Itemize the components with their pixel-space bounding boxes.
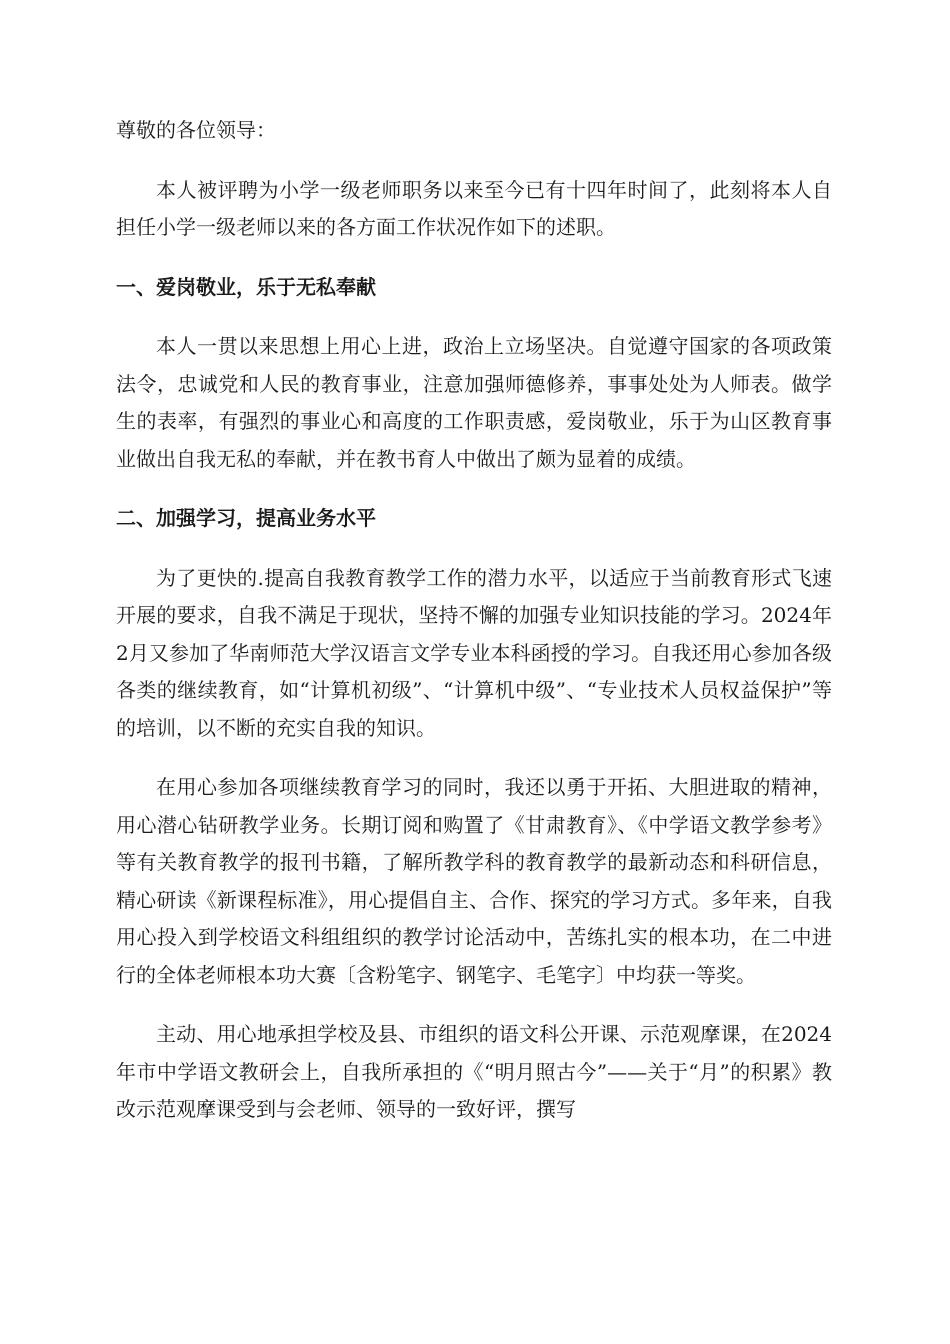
section-1-heading: 一、爱岗敬业，乐于无私奉献 [116,274,376,299]
section-2-paragraph-2: 在用心参加各项继续教育学习的同时，我还以勇于开拓、大胆进取的精神，用心潜心钻研教学业务。长期订阅和购置了《甘肃教育》、《中学语文教学参考》等有关教育教学的报刊书籍，了解所教学科的教育教学的最新动态和科研信息，精心研读《新课程标准》，用心提倡自主、合作、探究的学习方式。多年来，自我用心投入到学校语文科组组织的教学讨论活动中，苦练扎实的根本功，在二中进行的全体老师根本功大赛〔含粉笔字、钢笔字、毛笔字〕中均获一等奖。 [116,775,832,987]
section-2-heading: 二、加强学习，提高业务水平 [116,506,376,530]
document-body [116,112,832,1129]
section-2-paragraph-1: 为了更快的.提高自我教育教学工作的潜力水平，以适应于当前教育形式飞速开展的要求，自我不满足于现状，坚持不懈的加强专业知识技能的学习。2024年2月又参加了华南师范大学汉语言文学专业本科函授的学习。自我还用心参加各级各类的继续教育，如“计算机初级”、“计算机中级”、“专业技术人员权益保护”等的培训，以不断的充实自我的知识。 [116,565,832,740]
salutation: 尊敬的各位领导： [116,118,276,142]
section-2-paragraph-3: 主动、用心地承担学校及县、市组织的语文科公开课、示范观摩课，在2024年市中学语文教研会上，自我所承担的《“明月照古今”——关于“月”的积累》教改示范观摩课受到与会老师、领导的一致好评，撰写 [116,1022,832,1121]
section-1-paragraph-1: 本人一贯以来思想上用心上进，政治上立场坚决。自觉遵守国家的各项政策法令，忠诚党和人民的教育事业，注意加强师德修养，事事处处为人师表。做学生的表率，有强烈的事业心和高度的工作职责感，爱岗敬业，乐于为山区教育事业做出自我无私的奉献，并在教书育人中做出了颇为显着的成绩。 [116,334,832,471]
intro-paragraph: 本人被评聘为小学一级老师职务以来至今已有十四年时间了，此刻将本人自担任小学一级老师以来的各方面工作状况作如下的述职。 [116,177,832,239]
